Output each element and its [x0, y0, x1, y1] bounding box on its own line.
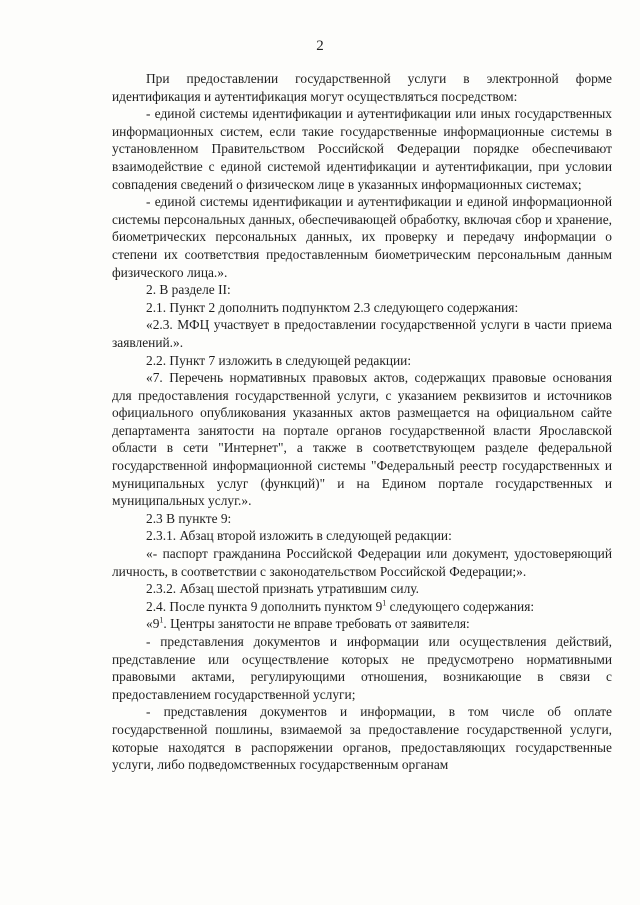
paragraph-5: 2.1. Пункт 2 дополнить подпунктом 2.3 следующего содержания: — [146, 299, 519, 315]
paragraph-9: 2.3 В пункте 9: — [146, 510, 232, 526]
paragraph-15: - представления документов и информации или осуществления действий, представление или осуществление которых не предусмотрено нормативными правовыми актами, регулирующими отношения, возникающие в связи с предоставлением государственной услуги; — [112, 634, 612, 702]
paragraph-14 — [112, 615, 612, 633]
superscript-1: 1 — [382, 598, 387, 608]
paragraph-13-tail: следующего содержания: — [386, 598, 535, 614]
paragraph-16: - представления документов и информации, в том числе об оплате государственной пошлины, взимаемой за предоставление государственной услуги, которые находятся в распоряжении органов, предоставляющих государственные услуги, либо подведомственных государственным органам — [112, 704, 612, 773]
paragraph-14-text: «9 — [146, 616, 160, 632]
document-body — [112, 70, 612, 774]
superscript-2: 1 — [159, 615, 164, 625]
paragraph-13 — [112, 598, 612, 616]
paragraph-8: «7. Перечень нормативных правовых актов, содержащих правовые основания для предоставления государственной услуги, с указанием реквизитов и источников официального опубликования указанных актов размещается на официальном сайте департамента занятости на портале органов государственной власти Ярославской области в сети "Интернет", а также в соответствующем разделе федеральной государственной информационной системы "Федеральный реестр государственных и муниципальных услуг (функций)" и на Едином портале государственных и муниципальных услуг.». — [112, 370, 612, 509]
paragraph-4: 2. В разделе II: — [146, 282, 231, 298]
paragraph-7: 2.2. Пункт 7 изложить в следующей редакции: — [146, 352, 412, 368]
page-number: 2 — [316, 38, 324, 54]
paragraph-2: - единой системы идентификации и аутентификации или иных государственных информационных систем, если такие государственные информационные системы в установленном Правительством Российской Федерации порядке обеспечивают взаимодействие с единой системой идентификации и аутентификации, при условии совпадения сведений о физическом лице в указанных информационных системах; — [112, 106, 612, 192]
paragraph-12: 2.3.2. Абзац шестой признать утратившим силу. — [146, 581, 419, 597]
paragraph-3: - единой системы идентификации и аутентификации и единой информационной системы персональных данных, обеспечивающей обработку, включая сбор и хранение, биометрических персональных данных, их проверку и передачу информации о степени их соответствия предоставленным биометрическим персональным данным физического лица.». — [112, 194, 612, 280]
paragraph-11: «- паспорт гражданина Российской Федерации или документ, удостоверяющий личность, в соответствии с законодательством Российской Федерации;». — [112, 546, 612, 579]
paragraph-10: 2.3.1. Абзац второй изложить в следующей редакции: — [146, 528, 452, 544]
paragraph-13-text: 2.4. После пункта 9 дополнить пунктом 9 — [146, 598, 383, 614]
paragraph-1: При предоставлении государственной услуги в электронной форме идентификация и аутентификация могут осуществляться посредством: — [112, 71, 612, 104]
paragraph-6: «2.3. МФЦ участвует в предоставлении государственной услуги в части приема заявлений.». — [112, 317, 612, 350]
paragraph-14-tail: . Центры занятости не вправе требовать от заявителя: — [163, 616, 470, 632]
